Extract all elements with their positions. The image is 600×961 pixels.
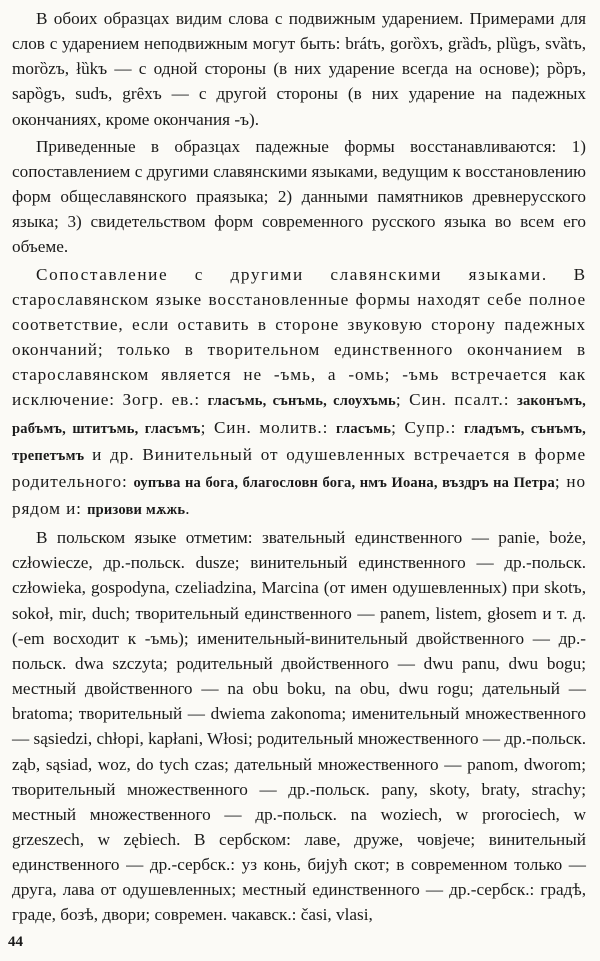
slavonic-example: призови мѫжь	[87, 501, 186, 518]
paragraph-stress-examples: В обоих образцах видим слова с подвижным ударением. Примерами для слов с ударением неподвижным могут быть: brátъ, gorȍxъ, grȁdъ, plȕgъ, svȁtъ, morȍzъ, łȕkъ — с одной стороны (в них ударение всегда на основе); pȍpъ, sapȍgъ, sudъ, grȇxъ — с другой стороны (в них ударение на падежных окончаниях, кроме окончания -ъ).	[12, 9, 586, 129]
text-run: ; Супр.:	[391, 417, 465, 437]
paragraph-case-forms-restoration: Приведенные в образцах падежные формы восстанавливаются: 1) сопоставлением с другими славянскими языками, ведущим к восстановлению форм общеславянского праязыка; 2) данными памятников древнерусского языка; 3) свидетельством форм современного русского языка во всем его объеме.	[12, 136, 586, 257]
text-run: ; но рядом и:	[12, 471, 586, 518]
paragraph-slavic-comparison	[12, 262, 586, 524]
slavonic-example: оупъва на бога, благословн бога, нмъ Иоана, въздръ на Петра	[133, 474, 555, 491]
text-run: ; Син. молитв.:	[200, 417, 336, 437]
page-number: 44	[8, 934, 23, 950]
text-run: В старославянском языке восстановленные формы находят себе полное соответствие, если оставить в стороне звуковую сторону падежных окончаний; только в творительном единственного окончанием в старославянском является не -ъмь, а -омь; -ъмь встречается как исключение: Зогр. ев.:	[12, 264, 587, 410]
text-run: и др. Винительный от одушевленных встречается в форме родительного:	[12, 444, 586, 491]
section-heading: Сопоставление с другими славянскими языками.	[36, 264, 548, 284]
slavonic-example: гласъмь	[336, 420, 392, 437]
text-run: ; Син. псалт.:	[395, 390, 517, 410]
old-church-slavonic-text	[12, 265, 586, 518]
paragraph-polish-serbian: В польском языке отметим: звательный единственного — panie, boże, człowiecze, др.-польск. dusze; винительный единственного — др.-польск. człowieka, gospodyna, czeliadzina, Marcina (от имен одушевленных) при skotъ, sokoł, mir, duch; творительный единственного — panem, listem, głosem и т. д. (-em восходит к -ъмь); именительный-винительный двойственного — др.-польск. dwa szczyta; родительный двойственного — dwu panu, dwu bogu; местный двойственного — na obu boku, na obu, dwu rogu; дательный — bratoma; творительный — dwiema zakonoma; именительный множественного — sąsiedzi, chłopi, kapłani, Włosi; родительный множественного — др.-польск. ząb, sąsiad, woz, do tych czas; дательный множественного — panom, dworom; творительный множественного — др.-польск. pany, skoty, braty, strachy; местный множественного — др.-польск. na woziech, w prorociech, w grzeszech, w zębiech. В сербском: лаве, друже, човjече; винительный единственного — др.-сербск.: уз конь, биjуħ скот; в современном только — друга, лава от одушевленных; местный единственного — др.-сербск.: градѣ, граде, бозѣ, двори; современ. чакавск.: časi, vlasi,	[12, 528, 586, 925]
text-run: .	[185, 498, 191, 518]
slavonic-example: гладъмъ, сънъмъ, трепетъмъ	[12, 420, 586, 464]
slavonic-example: законъмъ, рабъмъ, штитъмь, гласъмъ	[12, 393, 586, 437]
slavonic-example: гласъмь, сънъмь, слоухъмь	[207, 393, 396, 410]
